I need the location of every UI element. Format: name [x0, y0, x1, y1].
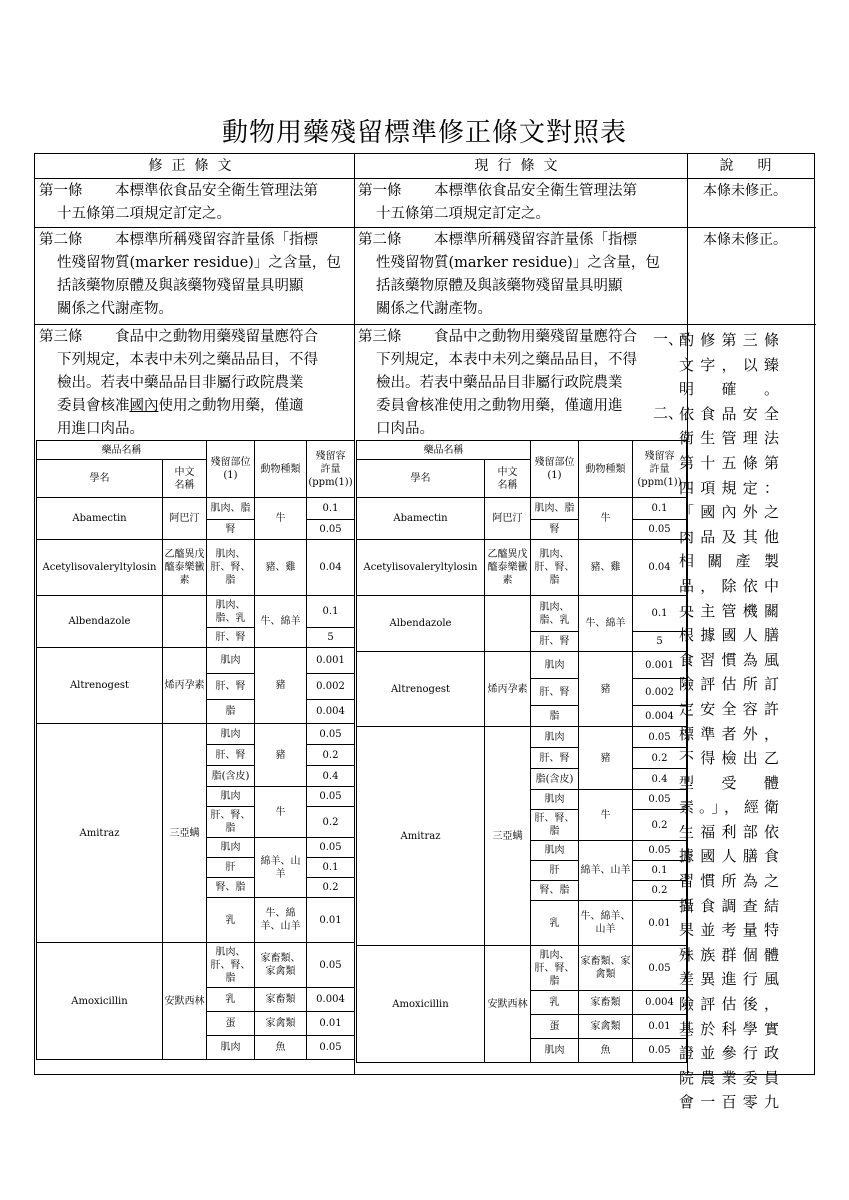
table-cell: 乳 — [207, 988, 255, 1012]
note-article-1: 本條未修正。 — [703, 183, 787, 199]
explanation-line: 院農業委員 — [679, 1068, 779, 1087]
table-cell: 脂(含皮) — [207, 766, 255, 787]
table-cell: 安默西林 — [485, 946, 531, 1063]
explanation-line: 不得檢出乙 — [679, 749, 779, 768]
explanation-line: 證並參行政 — [679, 1044, 779, 1063]
table-cell: 家畜類 — [579, 991, 633, 1015]
table-cell: 肌肉 — [207, 648, 255, 674]
table-cell: 0.002 — [633, 679, 687, 706]
table-cell: 魚 — [579, 1039, 633, 1063]
table-cell: 肝、腎 — [207, 674, 255, 700]
table-header: 藥品名稱 — [357, 441, 531, 460]
table-cell: 肌肉 — [531, 790, 579, 810]
explanation-line: 殊族群個體 — [679, 945, 779, 964]
table-header: 動物種類 — [579, 441, 633, 498]
table-cell: 肌肉、肝、腎、脂 — [531, 540, 579, 596]
table-cell: 肝、腎 — [531, 679, 579, 706]
table-cell: 0.05 — [633, 727, 687, 748]
table-cell: 脂(含皮) — [531, 769, 579, 790]
table-cell: Amitraz — [37, 724, 163, 943]
table-cell: 0.2 — [307, 745, 355, 766]
table-cell: 牛 — [255, 787, 307, 838]
table-cell: 肌肉、脂、乳 — [207, 596, 255, 628]
table-cell: 0.05 — [307, 838, 355, 858]
table-cell: 牛、綿羊 — [579, 596, 633, 652]
header-note: 說明 — [719, 158, 796, 174]
current-article-3: 第三條 食品中之動物用藥殘留量應符合 下列規定，本表中未列之藥品品目，不得 檢出。若表中藥品品目非屬行政院農業 委員會核准使用之動物用藥，僅適用進 口肉品。 — [358, 329, 637, 437]
table-header: 殘留容 許量 (ppm(1)) — [633, 441, 687, 498]
table-cell: 三亞螨 — [163, 724, 207, 943]
table-cell: 豬 — [579, 652, 633, 727]
table-cell: 牛 — [579, 790, 633, 841]
table-cell: 0.05 — [633, 841, 687, 861]
explanation-line: 會一百零九 — [679, 1093, 779, 1112]
header-current: 現行條文 — [474, 158, 567, 174]
table-cell: 0.001 — [633, 652, 687, 679]
current-article-1: 第一條 本標準依食品安全衛生管理法第 十五條第二項規定訂定之。 — [358, 183, 637, 222]
table-cell: 0.05 — [633, 520, 687, 540]
page-title: 動物用藥殘留標準修正條文對照表 — [221, 118, 627, 148]
explanation-line: 險評估後， — [679, 995, 779, 1014]
table-cell: 牛、綿羊、山羊 — [579, 901, 633, 946]
table-cell: 乙醯異戊醯泰樂黴素 — [163, 540, 207, 596]
table-cell: 乙醯異戊醯泰樂黴素 — [485, 540, 531, 596]
table-cell: 0.04 — [633, 540, 687, 596]
explanation-line: 根據國人膳 — [679, 626, 779, 645]
explanation-line: 型受體 — [679, 773, 779, 792]
table-cell: 腎、脂 — [531, 881, 579, 901]
table-cell: 肝、腎 — [207, 628, 255, 648]
table-cell: 烯丙孕素 — [163, 648, 207, 724]
explanation-line: 央主管機關 — [679, 601, 779, 620]
amended-drug-table — [36, 440, 355, 1060]
table-cell: 乳 — [531, 901, 579, 946]
explanation-line: 依食品安全 — [679, 404, 779, 423]
note-article-2: 本條未修正。 — [703, 232, 787, 248]
table-cell: 0.05 — [633, 1039, 687, 1063]
table-cell: 0.01 — [307, 1012, 355, 1036]
table-cell: 0.004 — [633, 706, 687, 727]
table-cell: 安默西林 — [163, 943, 207, 1060]
table-cell: 0.2 — [307, 807, 355, 838]
explanation-line: 果並考量特 — [679, 921, 779, 940]
table-cell: 家禽類 — [255, 1012, 307, 1036]
table-cell: 0.2 — [307, 878, 355, 898]
table-cell: 0.2 — [633, 881, 687, 901]
table-cell: 肝、腎 — [531, 748, 579, 769]
table-cell: 阿巴汀 — [163, 498, 207, 540]
explanation-line: 相關產製 — [679, 552, 779, 571]
table-cell: 脂 — [531, 706, 579, 727]
table-cell: 阿巴汀 — [485, 498, 531, 540]
table-cell: 牛 — [255, 498, 307, 540]
table-header: 殘留容 許量 (ppm(1)) — [307, 441, 355, 498]
explanation-line: 食習慣為風 — [679, 650, 779, 669]
table-header: 學名 — [37, 460, 163, 498]
table-cell: 肝、腎、脂 — [531, 810, 579, 841]
underlined-insertion: 國內 — [129, 398, 159, 414]
table-cell: 脂 — [207, 700, 255, 724]
table-cell: 0.05 — [307, 724, 355, 745]
table-cell: 魚 — [255, 1036, 307, 1060]
table-header: 中文 名稱 — [163, 460, 207, 498]
amended-article-2: 第二條 本標準所稱殘留容許量係「指標 性殘留物質(marker residue)」之含量，包 括該藥物原體及與該藥物殘留量具明顯 關係之代謝產物。 — [39, 232, 341, 317]
explanation-line: 標準者外， — [679, 724, 779, 743]
explanation-line: 差異進行風 — [679, 970, 779, 989]
table-cell: 0.1 — [633, 861, 687, 881]
table-cell: 肌肉、脂 — [207, 498, 255, 520]
table-cell: 乳 — [531, 991, 579, 1015]
table-cell: 肌肉 — [531, 841, 579, 861]
table-cell: 肌肉、肝、腎、脂 — [531, 946, 579, 991]
table-cell: Amoxicillin — [357, 946, 485, 1063]
table-cell: 家禽類 — [579, 1015, 633, 1039]
table-cell: Acetylisovaleryltylosin — [357, 540, 485, 596]
table-cell: 肌肉 — [531, 1039, 579, 1063]
table-cell: 腎、脂 — [207, 878, 255, 898]
table-cell: Altrenogest — [357, 652, 485, 727]
table-cell: 0.004 — [307, 988, 355, 1012]
table-cell: 肌肉 — [207, 787, 255, 807]
table-header: 殘留部位(1) — [531, 441, 579, 498]
table-cell: 肝、腎、脂 — [207, 807, 255, 838]
table-cell: 肌肉 — [207, 838, 255, 858]
table-cell: 烯丙孕素 — [485, 652, 531, 727]
table-cell: 家畜類 — [255, 988, 307, 1012]
amended-article-3: 第三條 食品中之動物用藥殘留量應符合 下列規定，本表中未列之藥品品目，不得 檢出。若表中藥品品目非屬行政院農業 委員會核准國內使用之動物用藥，僅適 用進口肉品。 — [39, 329, 318, 437]
table-cell: 0.1 — [633, 596, 687, 632]
table-cell: 肝、腎 — [531, 632, 579, 652]
table-cell: Abamectin — [357, 498, 485, 540]
table-cell: 肌肉 — [207, 724, 255, 745]
table-cell: 肌肉、脂 — [531, 498, 579, 520]
explanation-line: 生福利部依 — [679, 822, 779, 841]
table-cell: 家畜類、家禽類 — [579, 946, 633, 991]
table-cell: 0.1 — [307, 858, 355, 878]
table-cell: Abamectin — [37, 498, 163, 540]
table-cell: 0.04 — [307, 540, 355, 596]
table-cell: 蛋 — [531, 1015, 579, 1039]
table-cell: Amitraz — [357, 727, 485, 946]
table-cell: 0.004 — [633, 991, 687, 1015]
table-cell: 肝 — [531, 861, 579, 881]
table-cell: 豬 — [255, 724, 307, 787]
explanation-line: 第十五條第 — [679, 453, 779, 472]
table-cell: 牛、綿羊 — [255, 596, 307, 648]
explanation-line: 肉品及其他 — [679, 527, 779, 546]
table-cell: 三亞螨 — [485, 727, 531, 946]
table-cell — [485, 596, 531, 652]
table-cell: 家畜類、家禽類 — [255, 943, 307, 988]
table-cell: 0.4 — [633, 769, 687, 790]
table-cell: 腎 — [207, 520, 255, 540]
table-cell: 肌肉、脂、乳 — [531, 596, 579, 632]
table-cell: 0.05 — [633, 946, 687, 991]
explanation-item-2-number: 二、 — [653, 403, 684, 422]
table-cell: 豬 — [255, 648, 307, 724]
table-cell: Acetylisovaleryltylosin — [37, 540, 163, 596]
table-cell: 肌肉、肝、腎、脂 — [207, 943, 255, 988]
current-article-2: 第二條 本標準所稱殘留容許量係「指標 性殘留物質(marker residue)」之含量，包 括該藥物原體及與該藥物殘留量具明顯 關係之代謝產物。 — [358, 232, 660, 317]
explanation-item-1-number: 一、 — [653, 330, 684, 348]
table-cell: 0.05 — [307, 943, 355, 988]
table-cell: 0.01 — [633, 901, 687, 946]
explanation-item-2 — [679, 402, 779, 1115]
table-cell: 豬 — [579, 727, 633, 790]
table-cell: 肌肉 — [531, 727, 579, 748]
table-cell: 牛、綿羊、山羊 — [255, 898, 307, 943]
table-cell: 豬、雞 — [255, 540, 307, 596]
header-amended: 修正條文 — [148, 158, 241, 174]
table-cell: 0.01 — [633, 1015, 687, 1039]
explanation-line: 四項規定： — [679, 478, 779, 497]
explanation-line: 定安全容許 — [679, 699, 779, 718]
table-cell: 0.2 — [633, 748, 687, 769]
table-cell: 0.002 — [307, 674, 355, 700]
table-header: 動物種類 — [255, 441, 307, 498]
table-cell: 0.001 — [307, 648, 355, 674]
row-rule — [35, 324, 816, 325]
table-cell: 0.1 — [307, 498, 355, 520]
table-cell: 0.1 — [307, 596, 355, 628]
table-cell: 0.05 — [307, 787, 355, 807]
row-rule — [35, 227, 816, 228]
table-header: 學名 — [357, 460, 485, 498]
table-cell: 肌肉 — [207, 1036, 255, 1060]
explanation-line: 素。」，經衛 — [679, 798, 779, 817]
table-cell: 0.2 — [633, 810, 687, 841]
table-cell: 0.01 — [307, 898, 355, 943]
table-cell: 乳 — [207, 898, 255, 943]
table-cell: 綿羊、山羊 — [255, 838, 307, 898]
table-cell: 腎 — [531, 520, 579, 540]
table-cell: 5 — [307, 628, 355, 648]
explanation-line: 據國人膳食 — [679, 847, 779, 866]
explanation-item-1: 酌修第三條 文字，以臻 明確。 — [679, 331, 779, 399]
explanation-line: 「國內外之 — [679, 503, 779, 522]
table-cell: 5 — [633, 632, 687, 652]
table-header: 殘留部位(1) — [207, 441, 255, 498]
current-drug-table — [356, 440, 687, 1063]
table-cell: 綿羊、山羊 — [579, 841, 633, 901]
explanation-line: 衛生管理法 — [679, 429, 779, 448]
table-cell: 肌肉、肝、腎、脂 — [207, 540, 255, 596]
table-cell: 肝 — [207, 858, 255, 878]
table-cell: 肌肉 — [531, 652, 579, 679]
explanation-line: 品，除依中 — [679, 576, 779, 595]
explanation-line: 基於科學實 — [679, 1019, 779, 1038]
table-cell: 0.004 — [307, 700, 355, 724]
table-header: 藥品名稱 — [37, 441, 207, 460]
table-cell: Albendazole — [37, 596, 163, 648]
table-cell: Altrenogest — [37, 648, 163, 724]
explanation-line: 習慣所為之 — [679, 872, 779, 891]
explanation-line: 險評估所訂 — [679, 675, 779, 694]
amended-article-1: 第一條 本標準依食品安全衛生管理法第 十五條第二項規定訂定之。 — [39, 183, 318, 222]
table-header: 中文 名稱 — [485, 460, 531, 498]
table-cell: 肝、腎 — [207, 745, 255, 766]
explanation-line: 攝食調查結 — [679, 896, 779, 915]
table-cell: 0.4 — [307, 766, 355, 787]
table-cell: 牛 — [579, 498, 633, 540]
table-cell: 豬、雞 — [579, 540, 633, 596]
table-cell — [163, 596, 207, 648]
table-cell: Albendazole — [357, 596, 485, 652]
table-cell: Amoxicillin — [37, 943, 163, 1060]
table-cell: 蛋 — [207, 1012, 255, 1036]
table-cell: 0.1 — [633, 498, 687, 520]
table-cell: 0.05 — [307, 1036, 355, 1060]
table-cell: 0.05 — [633, 790, 687, 810]
table-cell: 0.05 — [307, 520, 355, 540]
header-rule — [35, 178, 814, 179]
